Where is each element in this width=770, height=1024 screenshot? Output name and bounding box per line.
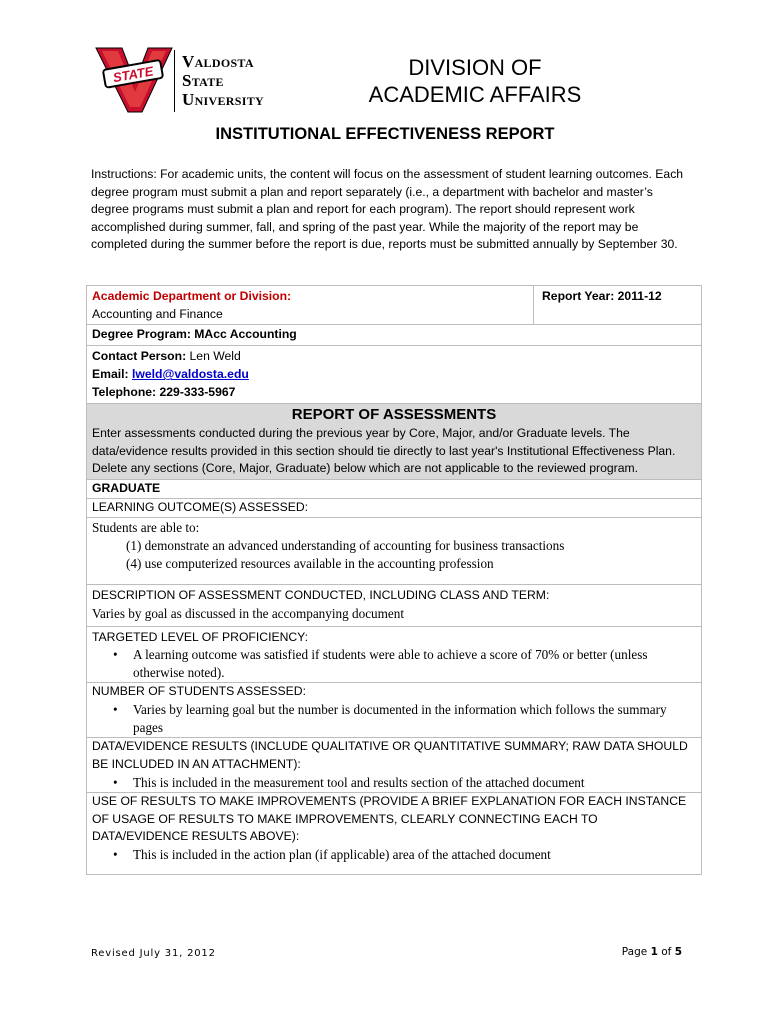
outcomes-intro: Students are able to: <box>92 519 200 535</box>
level-row: GRADUATE <box>86 479 702 498</box>
outcomes-label: LEARNING OUTCOME(S) ASSESSED: <box>86 498 702 517</box>
logo-divider <box>174 50 175 112</box>
university-line-3: University <box>182 90 264 109</box>
page-total: 5 <box>674 946 682 958</box>
division-line-2: ACADEMIC AFFAIRS <box>368 82 582 107</box>
assessments-header <box>86 403 702 479</box>
university-name <box>182 52 264 109</box>
results-value: This is included in the measurement tool and results section of the attached document <box>133 774 585 790</box>
use-bullet <box>86 846 702 875</box>
assessments-heading: REPORT OF ASSESSMENTS <box>291 405 497 423</box>
bullet-glyph: • <box>113 774 118 790</box>
proficiency-label: TARGETED LEVEL OF PROFICIENCY: <box>86 626 702 647</box>
degree-row <box>86 324 702 346</box>
bullet-glyph: • <box>113 647 118 663</box>
students-label: NUMBER OF STUDENTS ASSESSED: <box>86 682 702 701</box>
outcomes-section <box>86 517 702 584</box>
university-line-1: Valdosta <box>182 52 254 71</box>
use-value: This is included in the action plan (if applicable) area of the attached document <box>133 847 551 863</box>
of-word: of <box>661 946 672 958</box>
email-label: Email: <box>92 367 129 382</box>
page-word: Page <box>621 946 648 958</box>
outcome-item: (4) use computerized resources available in the accounting profession <box>126 555 494 571</box>
department-cell <box>87 286 534 324</box>
assessments-intro: Enter assessments conducted during the previous year by Core, Major, and/or Graduate levels. The data/evidence results provided in this section should tie directly to last year's Institutional Effectiveness Plan. Delete any sections (Core, Major, Graduate) below which are not applicable to the reviewed program. <box>92 425 676 476</box>
results-label: DATA/EVIDENCE RESULTS (INCLUDE QUALITATIVE OR QUANTITATIVE SUMMARY; RAW DATA SHOULD BE INCLUDED IN AN ATTACHMENT): <box>86 737 702 774</box>
university-line-2: State <box>182 71 224 90</box>
degree-label: Degree Program: <box>92 326 191 341</box>
students-bullet <box>86 701 702 737</box>
report-title: INSTITUTIONAL EFFECTIVENESS REPORT <box>215 125 555 143</box>
instructions-text: Instructions: For academic units, the content will focus on the assessment of student learning outcomes. Each degree program must submit a plan and report separately (i.e., a department with bachelor and master’s degree programs must submit a plan and report for each program). The report should represent work accomplished during summer, fall, and spring of the past year. While the majority of the report may be completed during the summer before the report is due, reports must be submitted annually by September 30. <box>91 167 684 252</box>
email-link[interactable]: lweld@valdosta.edu <box>131 367 249 382</box>
division-line-1: DIVISION OF <box>408 55 542 80</box>
degree-value: MAcc Accounting <box>194 326 297 341</box>
department-row <box>86 285 702 324</box>
bullet-glyph: • <box>113 847 118 863</box>
phone-value: 229-333-5967 <box>159 384 236 399</box>
division-title <box>340 54 610 108</box>
proficiency-value: A learning outcome was satisfied if students were able to achieve a score of 70% or better (unless otherwise noted). <box>133 647 648 681</box>
proficiency-bullet <box>86 646 702 682</box>
outcome-item: (1) demonstrate an advanced understanding of accounting for business transactions <box>126 537 565 553</box>
department-label: Academic Department or Division: <box>92 289 292 303</box>
results-bullet <box>86 774 702 792</box>
report-year: Report Year: 2011-12 <box>542 289 662 303</box>
page-current: 1 <box>650 946 658 958</box>
footer-page-number <box>622 946 682 958</box>
contact-value: Len Weld <box>189 349 241 364</box>
bullet-glyph: • <box>113 702 118 718</box>
description-label: DESCRIPTION OF ASSESSMENT CONDUCTED, INCLUDING CLASS AND TERM: <box>86 584 702 605</box>
report-table <box>86 285 702 875</box>
phone-label: Telephone: <box>92 384 157 399</box>
department-value: Accounting and Finance <box>92 306 223 321</box>
use-label: USE OF RESULTS TO MAKE IMPROVEMENTS (PROVIDE A BRIEF EXPLANATION FOR EACH INSTANCE OF USAGE OF RESULTS TO MAKE IMPROVEMENTS, CLEARLY CONNECTING EACH TO DATA/EVIDENCE RESULTS ABOVE): <box>86 792 702 846</box>
students-value: Varies by learning goal but the number is documented in the information which follows the summary pages <box>133 702 667 736</box>
description-value: Varies by goal as discussed in the accompanying document <box>86 605 702 626</box>
contact-label: Contact Person: <box>92 349 187 364</box>
footer-revised: Revised July 31, 2012 <box>91 948 216 959</box>
contact-row <box>86 345 702 402</box>
logo-state-text: STATE <box>111 63 155 86</box>
